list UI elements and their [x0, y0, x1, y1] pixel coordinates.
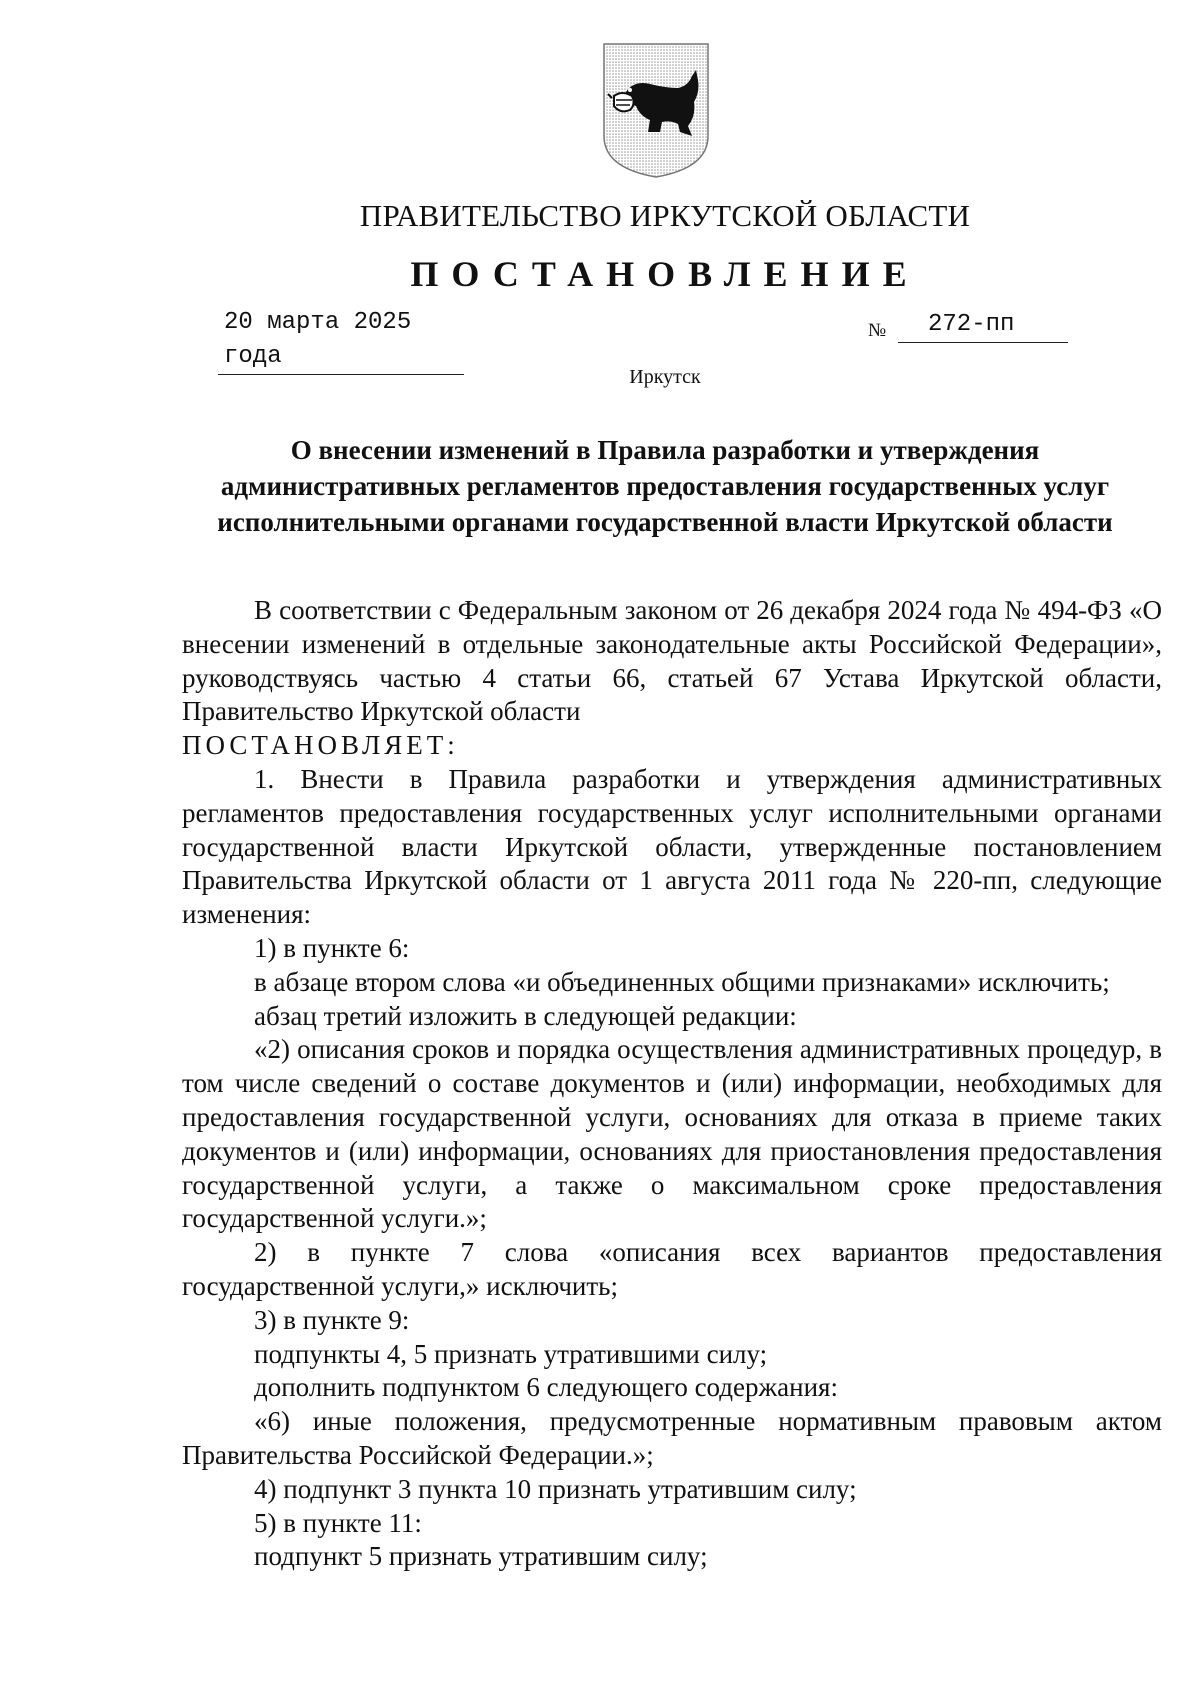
- document-date: 20 марта 2025 года: [218, 306, 464, 375]
- paragraph: в абзаце втором слова «и объединенных общими признаками» исключить;: [254, 966, 1110, 997]
- paragraph: 2) в пункте 7 слова «описания всех вариантов предоставления государственной услуги,» исключить;: [182, 1237, 1162, 1301]
- paragraph: подпункт 5 признать утратившим силу;: [254, 1541, 708, 1572]
- document-type: ПОСТАНОВЛЕНИЕ: [410, 254, 920, 294]
- government-name: ПРАВИТЕЛЬСТВО ИРКУТСКОЙ ОБЛАСТИ: [359, 198, 971, 233]
- document-number: 272-пп: [898, 308, 1068, 343]
- paragraph: подпункты 4, 5 признать утратившими силу;: [254, 1338, 768, 1369]
- document-title: О внесении изменений в Правила разработки и утверждения административных регламентов предоставления государственных услуг исполнительными органами государственной власти Иркутской области: [217, 435, 1113, 537]
- coat-of-arms-emblem: [600, 40, 712, 180]
- paragraph: дополнить подпунктом 6 следующего содержания:: [254, 1372, 838, 1403]
- paragraph: 5) в пункте 11:: [254, 1507, 422, 1538]
- document-body: [182, 594, 1162, 1574]
- paragraph: 4) подпункт 3 пункта 10 признать утратившим силу;: [254, 1473, 857, 1504]
- paragraph: 1) в пункте 6:: [254, 932, 410, 963]
- city: Иркутск: [629, 366, 701, 388]
- paragraph: абзац третий изложить в следующей редакции:: [254, 1000, 797, 1031]
- paragraph: 1. Внести в Правила разработки и утверждения административных регламентов предоставления государственных услуг исполнительными органами государственной власти Иркутской области, утвержденные постановлением Правительства Иркутской области от 1 августа 2011 года № 220-пп, следующие изменения:: [182, 763, 1162, 930]
- resolves-heading: ПОСТАНОВЛЯЕТ:: [182, 730, 459, 761]
- preamble-paragraph: В соответствии с Федеральным законом от 26 декабря 2024 года № 494-ФЗ «О внесении изменений в отдельные законодательные акты Российской Федерации», руководствуясь частью 4 статьи 66, статьей 67 Устава Иркутской области, Правительство Иркутской области: [182, 595, 1162, 727]
- paragraph: «6) иные положения, предусмотренные нормативным правовым актом Правительства Российской Федерации.»;: [182, 1406, 1162, 1470]
- number-sign: №: [868, 320, 887, 341]
- paragraph: 3) в пункте 9:: [254, 1304, 410, 1335]
- paragraph: «2) описания сроков и порядка осуществления административных процедур, в том числе сведений о составе документов и (или) информации, необходимых для предоставления государственной услуги, основаниях для отказа в приеме таких документов и (или) информации, основаниях для приостановления предоставления государственной услуги, а также о максимальном сроке предоставления государственной услуги.»;: [182, 1034, 1162, 1234]
- document-number-block: [868, 312, 1068, 346]
